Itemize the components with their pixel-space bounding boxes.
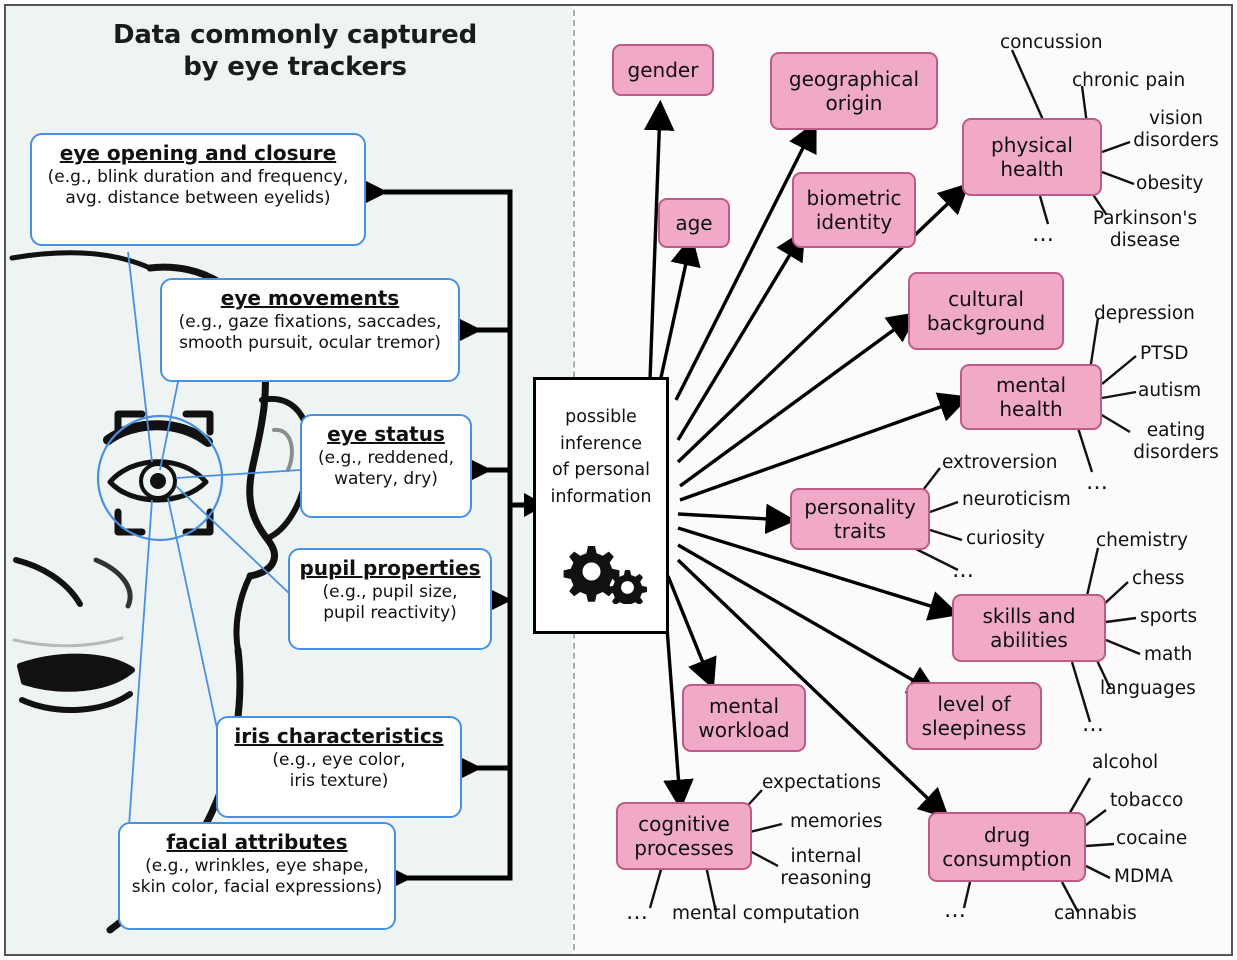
inference-label bbox=[922, 692, 1027, 740]
leaf-personality-ellipsis: … bbox=[952, 558, 975, 583]
inference-age bbox=[658, 198, 730, 248]
gears-icon bbox=[555, 542, 647, 613]
leaf-alcohol: alcohol bbox=[1092, 752, 1159, 773]
inference-label-line2: consumption bbox=[942, 847, 1072, 871]
left-panel-title-line2: by eye trackers bbox=[183, 51, 407, 82]
leaf-drug-ellipsis: … bbox=[944, 898, 967, 923]
data-source-example-line2: avg. distance between eyelids) bbox=[65, 187, 331, 208]
left-panel-title-line1: Data commonly captured bbox=[112, 20, 478, 50]
leaf-neuroticism: neuroticism bbox=[962, 489, 1071, 510]
leaf-cannabis: cannabis bbox=[1054, 903, 1137, 924]
inference-label: age bbox=[675, 211, 713, 235]
data-source-iris-characteristics bbox=[216, 716, 462, 818]
data-source-facial-attributes bbox=[118, 822, 396, 930]
left-panel-title bbox=[60, 20, 530, 83]
inference-gender bbox=[612, 44, 714, 96]
inference-label-line1: mental bbox=[708, 694, 780, 718]
inference-label-line2: identity bbox=[815, 210, 893, 234]
inference-line-2: inference bbox=[560, 433, 642, 454]
data-source-example-line1: (e.g., pupil size, bbox=[322, 582, 458, 602]
inference-label-line1: geographical bbox=[788, 67, 920, 91]
leaf-eating-disorders: eating disorders bbox=[1133, 420, 1219, 463]
inference-mental-health bbox=[960, 364, 1102, 430]
inference-skills-and-abilities bbox=[952, 594, 1106, 662]
inference-line-4: information bbox=[550, 486, 652, 507]
inference-label-line2: health bbox=[1000, 157, 1064, 181]
data-source-example-line1: (e.g., eye color, bbox=[272, 750, 406, 770]
inference-drug-consumption bbox=[928, 812, 1086, 882]
inference-label bbox=[634, 812, 734, 860]
leaf-mdma: MDMA bbox=[1114, 866, 1173, 887]
data-source-example-line1: (e.g., gaze fixations, saccades, bbox=[178, 312, 442, 332]
leaf-curiosity: curiosity bbox=[966, 528, 1045, 549]
inference-label-line2: workload bbox=[698, 718, 790, 742]
inference-label bbox=[991, 133, 1073, 181]
data-source-title: eye movements bbox=[220, 286, 400, 310]
leaf-extroversion: extroversion bbox=[942, 452, 1058, 473]
data-source-example-line2: iris texture) bbox=[289, 770, 389, 791]
inference-personality-traits bbox=[790, 488, 930, 550]
inference-label-line2: abilities bbox=[990, 628, 1068, 652]
inference-label-line1: drug bbox=[983, 823, 1031, 847]
inference-label bbox=[942, 823, 1072, 871]
inference-line-1: possible bbox=[565, 407, 637, 427]
leaf-cocaine: cocaine bbox=[1116, 828, 1188, 849]
inference-label bbox=[807, 186, 902, 234]
data-source-example-line2: skin color, facial expressions) bbox=[131, 876, 383, 897]
data-source-title: eye opening and closure bbox=[59, 141, 337, 165]
inference-cognitive-processes bbox=[616, 802, 752, 870]
data-source-eye-status bbox=[300, 414, 472, 518]
inference-label-line1: level of bbox=[937, 692, 1011, 716]
leaf-concussion: concussion bbox=[1000, 32, 1103, 53]
inference-label bbox=[698, 694, 789, 742]
data-source-pupil-properties bbox=[288, 548, 492, 650]
inference-label-line1: mental bbox=[995, 373, 1067, 397]
data-source-title: iris characteristics bbox=[234, 724, 444, 748]
data-source-example-line2: watery, dry) bbox=[334, 468, 438, 489]
inference-physical-health bbox=[962, 118, 1102, 196]
leaf-memories: memories bbox=[790, 811, 883, 832]
leaf-tobacco: tobacco bbox=[1110, 790, 1184, 811]
inference-geographical-origin bbox=[770, 52, 938, 130]
inference-label-line1: personality bbox=[804, 495, 916, 519]
leaf-languages: languages bbox=[1100, 678, 1196, 699]
leaf-obesity: obesity bbox=[1136, 173, 1204, 194]
leaf-ptsd: PTSD bbox=[1140, 343, 1189, 364]
inference-label bbox=[789, 67, 919, 115]
leaf-chronic-pain: chronic pain bbox=[1072, 70, 1186, 91]
leaf-chemistry: chemistry bbox=[1096, 530, 1188, 551]
inference-cultural-background bbox=[908, 272, 1064, 350]
inference-label: gender bbox=[627, 58, 699, 82]
leaf-skills-ellipsis: … bbox=[1082, 712, 1105, 737]
data-source-eye-movements bbox=[160, 278, 460, 382]
data-source-title: eye status bbox=[327, 422, 445, 446]
inference-label-line1: cultural bbox=[948, 287, 1024, 311]
inference-engine-box bbox=[533, 377, 669, 634]
inference-biometric-identity bbox=[792, 172, 916, 248]
leaf-sports: sports bbox=[1140, 606, 1198, 627]
inference-label-line1: cognitive bbox=[638, 812, 730, 836]
inference-label-line2: sleepiness bbox=[921, 716, 1027, 740]
inference-label bbox=[804, 495, 916, 543]
inference-label bbox=[996, 373, 1066, 421]
inference-mental-workload bbox=[682, 684, 806, 752]
leaf-internal-reasoning: internal reasoning bbox=[780, 846, 872, 889]
leaf-depression: depression bbox=[1094, 303, 1195, 324]
inference-label-line2: origin bbox=[825, 91, 883, 115]
inference-label-line2: background bbox=[926, 311, 1046, 335]
leaf-mental-health-ellipsis: … bbox=[1086, 470, 1109, 495]
data-source-example-line1: (e.g., reddened, bbox=[317, 448, 455, 468]
leaf-chess: chess bbox=[1132, 568, 1185, 589]
leaf-parkinsons-disease: Parkinson's disease bbox=[1092, 208, 1198, 251]
inference-label bbox=[927, 287, 1045, 335]
leaf-cognitive-ellipsis: … bbox=[626, 900, 649, 925]
leaf-vision-disorders: vision disorders bbox=[1133, 108, 1219, 151]
inference-level-of-sleepiness bbox=[906, 682, 1042, 750]
inference-line-3: of personal bbox=[551, 460, 650, 481]
data-source-example-line2: pupil reactivity) bbox=[323, 602, 457, 623]
inference-label-line2: health bbox=[999, 397, 1063, 421]
inference-label-line1: physical bbox=[991, 133, 1073, 157]
leaf-mental-computation: mental computation bbox=[672, 903, 860, 924]
data-source-title: pupil properties bbox=[299, 556, 481, 580]
leaf-expectations: expectations bbox=[762, 772, 881, 793]
inference-label-line2: processes bbox=[634, 836, 734, 860]
inference-label-line1: skills and bbox=[982, 604, 1076, 628]
inference-label-line2: traits bbox=[833, 519, 887, 543]
data-source-eye-opening-and-closure bbox=[30, 133, 366, 246]
data-source-example-line1: (e.g., blink duration and frequency, bbox=[47, 167, 349, 187]
leaf-autism: autism bbox=[1138, 380, 1202, 401]
leaf-physical-health-ellipsis: … bbox=[1032, 222, 1055, 247]
inference-label bbox=[982, 604, 1075, 652]
data-source-example-line2: smooth pursuit, ocular tremor) bbox=[179, 332, 441, 353]
inference-label-line1: biometric bbox=[806, 186, 902, 210]
data-source-example-line1: (e.g., wrinkles, eye shape, bbox=[145, 856, 369, 876]
data-source-title: facial attributes bbox=[166, 830, 348, 854]
leaf-math: math bbox=[1144, 644, 1193, 665]
